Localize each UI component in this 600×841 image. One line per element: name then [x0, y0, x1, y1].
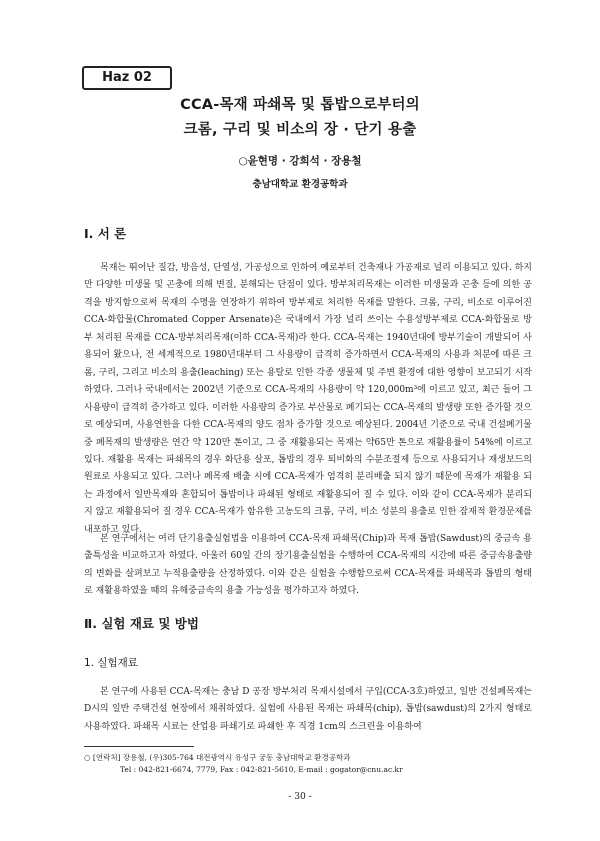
page-number: - 30 -	[288, 792, 312, 802]
subsection-heading-materials: 1. 실험재료	[84, 657, 138, 669]
materials-paragraph: 본 연구에 사용된 CCA-목재는 충남 D 공장 방부처리 목재시설에서 구입(CCA-3호)하였고, 일반 건설폐목재는 D시의 일반 주택건설 현장에서 채취하였다. 실험에 사용된 목재는 파쇄목(chip), 톱밥(sawdust)의 2가지 형태로 사용하였다. 파쇄목 시료는 산업용 파쇄기로 파쇄한 후 직경 1cm의 스크린을 이용하여	[84, 687, 532, 732]
category-tag: Haz 02	[82, 66, 172, 90]
paper-title-line-1: CCA-목재 파쇄목 및 톱밥으로부터의	[180, 97, 420, 113]
affiliation: 충남대학교 환경공학과	[252, 179, 348, 190]
footnote-contact: ○ [연락처] 장용철, (우)305-764 대전광역시 유성구 궁동 충남대학교 환경공학과	[84, 753, 351, 762]
footnote-phone-email: Tel : 042-821-6674, 7779, Fax : 042-821-5610, E-mail : gogator@cnu.ac.kr	[120, 765, 403, 774]
paper-title-line-2: 크롬, 구리 및 비소의 장 · 단기 용출	[183, 122, 417, 138]
section-heading-methods: Ⅱ. 실험 재료 및 방법	[84, 616, 199, 631]
introduction-paragraph-2: 본 연구에서는 여러 단기용출실험법을 이용하여 CCA-목재 파쇄목(Chip)과 목재 톱밥(Sawdust)의 중금속 용출특성을 비교하고자 하였다. 아울러 60일 간의 장기용출실험을 수행하여 CCA-목재의 시간에 따른 중금속용출량의 변화를 살펴보고 누적용출량을 산정하였다. 이와 같은 실험을 수행함으로써 CCA-목재를 파쇄목과 톱밥의 형태로 재활용하였을 때의 유해중금속의 용출 가능성을 평가하고자 하였다.	[84, 534, 532, 597]
section-heading-introduction: Ⅰ. 서 론	[84, 226, 127, 241]
footnote-divider	[84, 746, 194, 747]
introduction-paragraph-1: 목재는 뛰어난 질감, 방음성, 단열성, 가공성으로 인하여 예로부터 건축재나 가공재로 널리 이용되고 있다. 하지만 다양한 미생물 및 곤충에 의해 변질, 분해되는 단점이 있다. 방부처리목재는 이러한 미생물과 곤충 등에 의한 공격을 방지함으로써 목재의 수명을 연장하기 위하여 방부제로 처리한 목재를 말한다. 크롬, 구리, 비소로 이루어진 CCA-화합물(Chromated Copper Arsenate)은 국내에서 가장 널리 쓰이는 수용성방부제로 CCA-화합물로 방부 처리된 목재를 CCA-방부처리목재(이하 CCA-목재)라 한다. CCA-목재는 1940년대에 방부기술이 개발되어 사용되어 왔으나, 전 세계적으로 1980년대부터 그 사용량이 급격히 증가하면서 CCA-목재의 사용과 처분에 따른 크롬, 구리, 그리고 비소의 용출(leaching) 또는 용탈로 인한 각종 생물체 및 주변 환경에 대한 영향이 보고되기 시작하였다. 그러나 국내에서는 2002년 기준으로 CCA-목재의 사용량이 약 120,000m³에 이르고 있고, 최근 들어 그 사용량이 급격히 증가하고 있다. 이러한 사용량의 증가로 부산물로 폐기되는 CCA-목재의 발생량 또한 증가할 것으로 예상되며, 사용연한을 다한 CCA-목재의 양도 점차 증가할 것으로 예상된다. 2004년 기준으로 국내 건설폐기물중 폐목재의 발생량은 연간 약 120만 톤이고, 그 중 재활용되는 목재는 약65만 톤으로 재활용률이 54%에 이르고 있다. 재활용 목재는 파쇄목의 경우 화단용 살포, 톱밥의 경우 퇴비화의 수분조절제 등으로 사용되거나 재생보드의 원료로 사용되고 있다. 그러나 폐목재 배출 시에 CCA-목재가 엄격히 분리배출 되지 않기 때문에 목재가 재활용 되는 과정에서 일반목재와 혼합되어 톱밥이나 파쇄된 형태로 재활용되어 질 수 있다. 이와 같이 CCA-목재가 분리되지 않고 재활용되어 질 경우 CCA-목재가 함유한 고농도의 크롬, 구리, 비소 성분의 용출로 인한 잠재적 환경문제를 내포하고 있다.	[84, 263, 532, 535]
author-list: ○윤현명 · 강희석 · 장용철	[238, 155, 362, 167]
